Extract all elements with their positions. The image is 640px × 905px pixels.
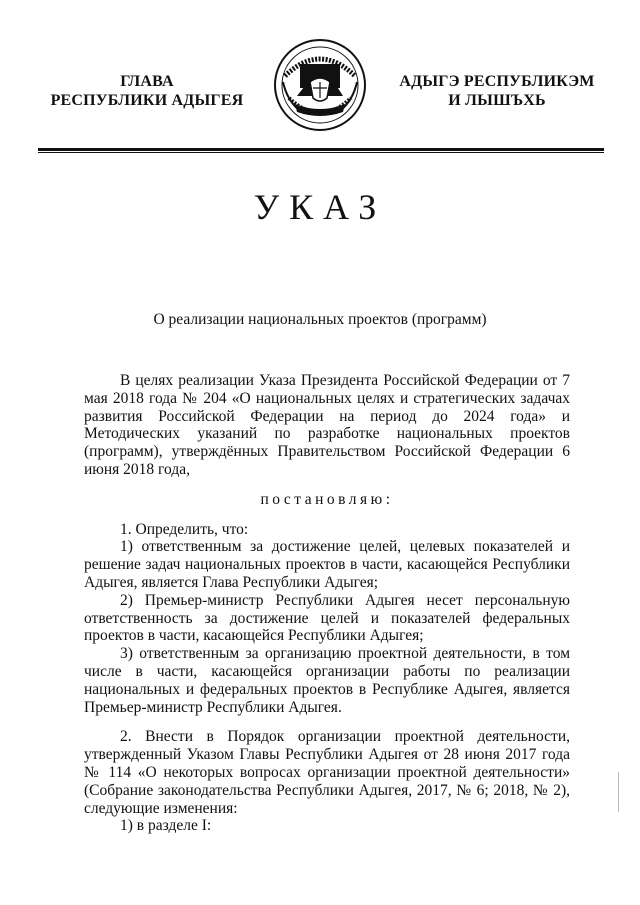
clause-1-item-3: 3) ответственным за организацию проектной деятельности, в том числе в части, касающейся организации работы по реализации национальных и федеральных проектов в Республике Адыгея, является Премьер-министр Республики Адыгея. xyxy=(84,645,570,716)
clause-2: 2. Внести в Порядок организации проектной деятельности, утвержденный Указом Главы Республики Адыгея от 28 июня 2017 года № 114 «О некоторых вопросах организации проектной деятельности» (Собрание законодательства Республики Адыгея, 2017, № 6; 2018, № 2), следующие изменения: xyxy=(84,728,570,817)
header-rule-thin xyxy=(38,152,604,153)
document-subject: О реализации национальных проектов (программ) xyxy=(153,311,487,328)
issuer-title-line1: ГЛАВА xyxy=(120,73,174,90)
decree-word: постановляю: xyxy=(260,490,394,508)
preamble-paragraph: В целях реализации Указа Президента Российской Федерации от 7 мая 2018 года № 204 «О национальных целях и стратегических задачах развития Российской Федерации на период до 2024 года» и Методических указаний по разработке национальных проектов (программ), утверждённых Правительством Российской Федерации 6 июня 2018 года, xyxy=(84,372,570,478)
clause-1-item-1: 1) ответственным за достижение целей, целевых показателей и решение задач национальных проектов в части, касающейся Республики Адыгея, является Глава Республики Адыгея; xyxy=(84,538,570,591)
clause-1: 1. Определить, что: xyxy=(120,520,249,538)
issuer-title-adyghe xyxy=(372,72,622,110)
scan-margin-mark xyxy=(618,772,619,812)
coat-of-arms-icon xyxy=(273,38,367,132)
issuer-title-russian xyxy=(22,72,272,110)
header-rule-thick xyxy=(38,148,604,151)
issuer-title-line2: РЕСПУБЛИКИ АДЫГЕЯ xyxy=(50,92,244,109)
issuer-title-line2: И ЛЫШЪХЬ xyxy=(448,92,546,109)
document-body xyxy=(84,372,570,835)
clause-1-item-2: 2) Премьер-министр Республики Адыгея несет персональную ответственность за достижение целей и показателей федеральных проектов в части, касающейся Республики Адыгея; xyxy=(84,591,570,645)
document-title: УКАЗ xyxy=(253,187,387,227)
clause-2-item-1: 1) в разделе I: xyxy=(120,817,212,835)
issuer-title-line1: АДЫГЭ РЕСПУБЛИКЭМ xyxy=(399,73,595,90)
